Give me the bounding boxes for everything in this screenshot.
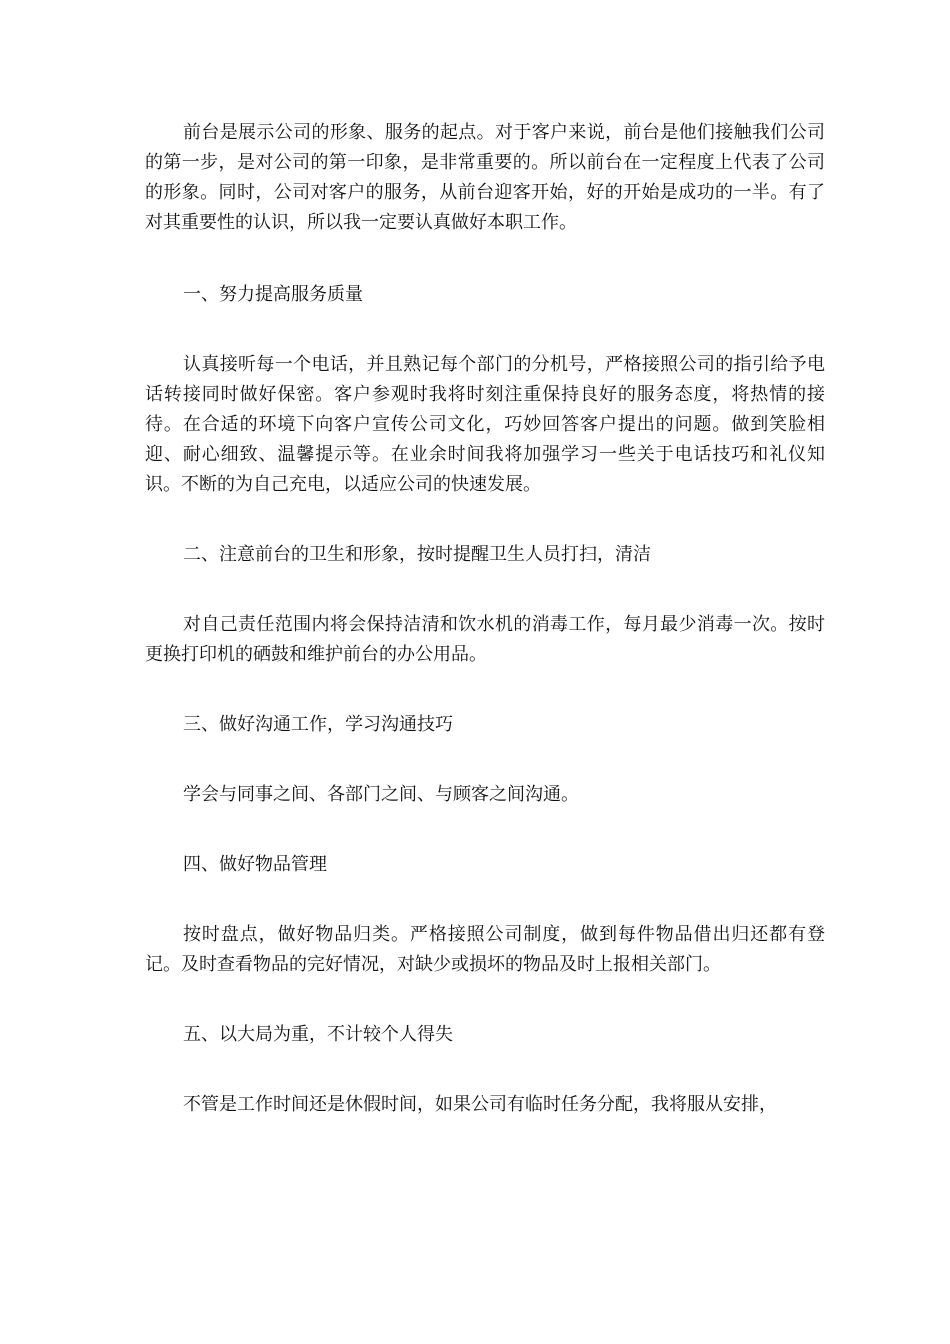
section-heading-4: 四、做好物品管理 — [183, 854, 327, 875]
section-body-3: 学会与同事之间、各部门之间、与顾客之间沟通。 — [183, 784, 579, 805]
section-heading-5: 五、以大局为重，不计较个人得失 — [183, 1024, 453, 1045]
section-body-1: 认真接听每一个电话，并且熟记每个部门的分机号，严格接照公司的指引给予电话转接同时做好保密。客户参观时我将时刻注重保持良好的服务态度，将热情的接待。在合适的环境下向客户宣传公司文化，巧妙回答客户提出的问题。做到笑脸相迎、耐心细致、温馨提示等。在业余时间我将加强学习一些关于电话技巧和礼仪知识。不断的为自己充电，以适应公司的快速发展。 — [145, 354, 825, 495]
section-body-4: 按时盘点，做好物品归类。严格接照公司制度，做到每件物品借出归还都有登记。及时查看物品的完好情况，对缺少或损坏的物品及时上报相关部门。 — [145, 924, 825, 975]
section-heading-3: 三、做好沟通工作，学习沟通技巧 — [183, 714, 453, 735]
section-heading-2: 二、注意前台的卫生和形象，按时提醒卫生人员打扫，清洁 — [183, 544, 651, 565]
section-heading-1: 一、努力提高服务质量 — [183, 284, 363, 305]
section-body-2: 对自己责任范围内将会保持洁清和饮水机的消毒工作，每月最少消毒一次。按时更换打印机的硒鼓和维护前台的办公用品。 — [145, 614, 825, 665]
intro-paragraph: 前台是展示公司的形象、服务的起点。对于客户来说，前台是他们接触我们公司的第一步，是对公司的第一印象，是非常重要的。所以前台在一定程度上代表了公司的形象。同时，公司对客户的服务，从前台迎客开始，好的开始是成功的一半。有了对其重要性的认识，所以我一定要认真做好本职工作。 — [145, 122, 825, 233]
section-body-5: 不管是工作时间还是休假时间，如果公司有临时任务分配，我将服从安排， — [183, 1094, 777, 1115]
document-body — [145, 118, 825, 1120]
